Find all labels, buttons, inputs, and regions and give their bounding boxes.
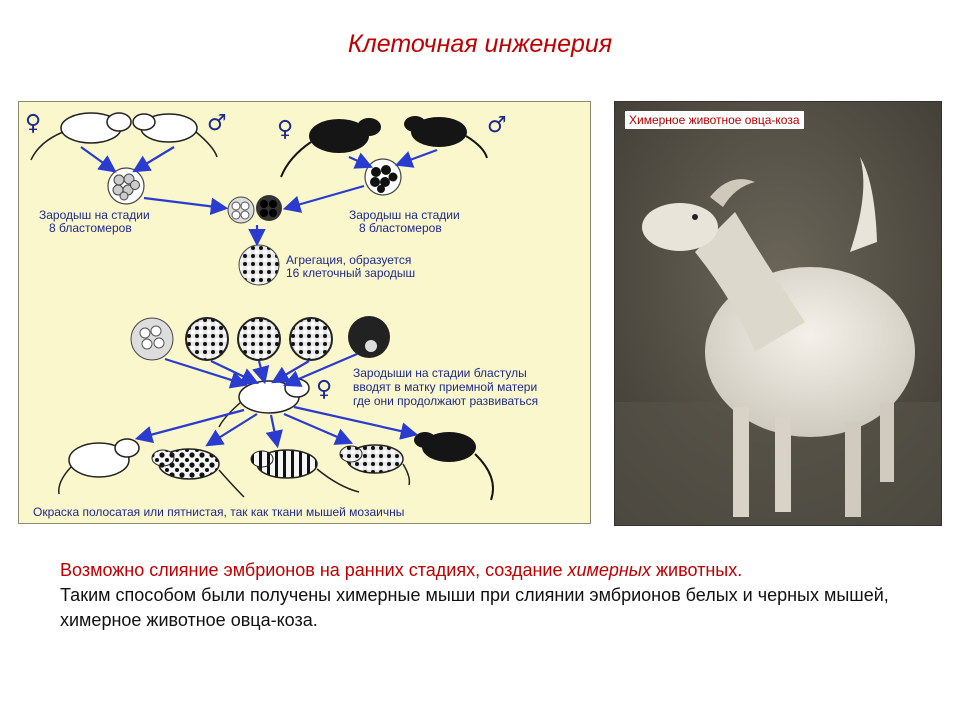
- female-symbol-3: ♀: [316, 377, 333, 402]
- black-female-mouse: [281, 118, 381, 177]
- blastula-label-2: вводят в матку приемной матери: [353, 380, 538, 394]
- photo-caption: Химерное животное овца-коза: [625, 111, 804, 129]
- offspring-white-mouse: [59, 439, 139, 494]
- aggregated-embryo: [239, 245, 279, 285]
- description-text: [60, 558, 920, 633]
- white-male-mouse: [133, 114, 217, 157]
- right-embryo-label-1: Зародыш на стадии: [349, 208, 460, 222]
- black-8-cell-embryo: [365, 159, 401, 195]
- sheep-goat-chimera-photo: [614, 101, 942, 526]
- left-embryo-label-2: 8 бластомеров: [49, 221, 132, 235]
- description-line-1-italic: химерных: [567, 560, 652, 580]
- slide-title: Клеточная инженерия: [347, 30, 613, 58]
- blastula-row: [131, 316, 390, 360]
- offspring-spotted-mouse: [152, 449, 244, 497]
- black-male-mouse: [404, 116, 487, 158]
- aggregation-label-2: 16 клеточный зародыш: [286, 266, 416, 280]
- diagram-drawing: [19, 102, 592, 525]
- description-line-1-a: Возможно слияние эмбрионов на ранних стадиях, создание: [60, 560, 568, 580]
- embryo-pair: [228, 195, 282, 223]
- coloring-note: Окраска полосатая или пятнистая, так как ткани мышей мозаичны: [33, 505, 405, 519]
- offspring-black-mouse: [414, 432, 493, 500]
- aggregation-label-1: Агрегация, образуется: [286, 253, 412, 267]
- description-line-1-b: животных.: [651, 560, 743, 580]
- blastula-label-3: где они продолжают развиваться: [353, 394, 539, 408]
- male-symbol-1: ♂: [207, 111, 227, 136]
- female-symbol-2: ♀: [277, 117, 294, 142]
- white-8-cell-embryo: [108, 168, 144, 204]
- blastula-label-1: Зародыши на стадии бластулы: [353, 366, 527, 380]
- right-embryo-label-2: 8 бластомеров: [359, 221, 442, 235]
- female-symbol-1: ♀: [25, 111, 42, 136]
- male-symbol-2: ♂: [487, 113, 507, 138]
- left-embryo-label-1: Зародыш на стадии: [39, 208, 150, 222]
- description-line-1: [60, 558, 920, 583]
- white-female-mouse: [31, 113, 131, 160]
- sheep-goat-drawing: [615, 102, 942, 526]
- chimera-mouse-diagram: [18, 101, 591, 524]
- offspring-mottled-mouse: [340, 445, 409, 485]
- description-line-2: Таким способом были получены химерные мыши при слиянии эмбрионов белых и черных мышей, химерное животное овца-коза.: [60, 585, 889, 630]
